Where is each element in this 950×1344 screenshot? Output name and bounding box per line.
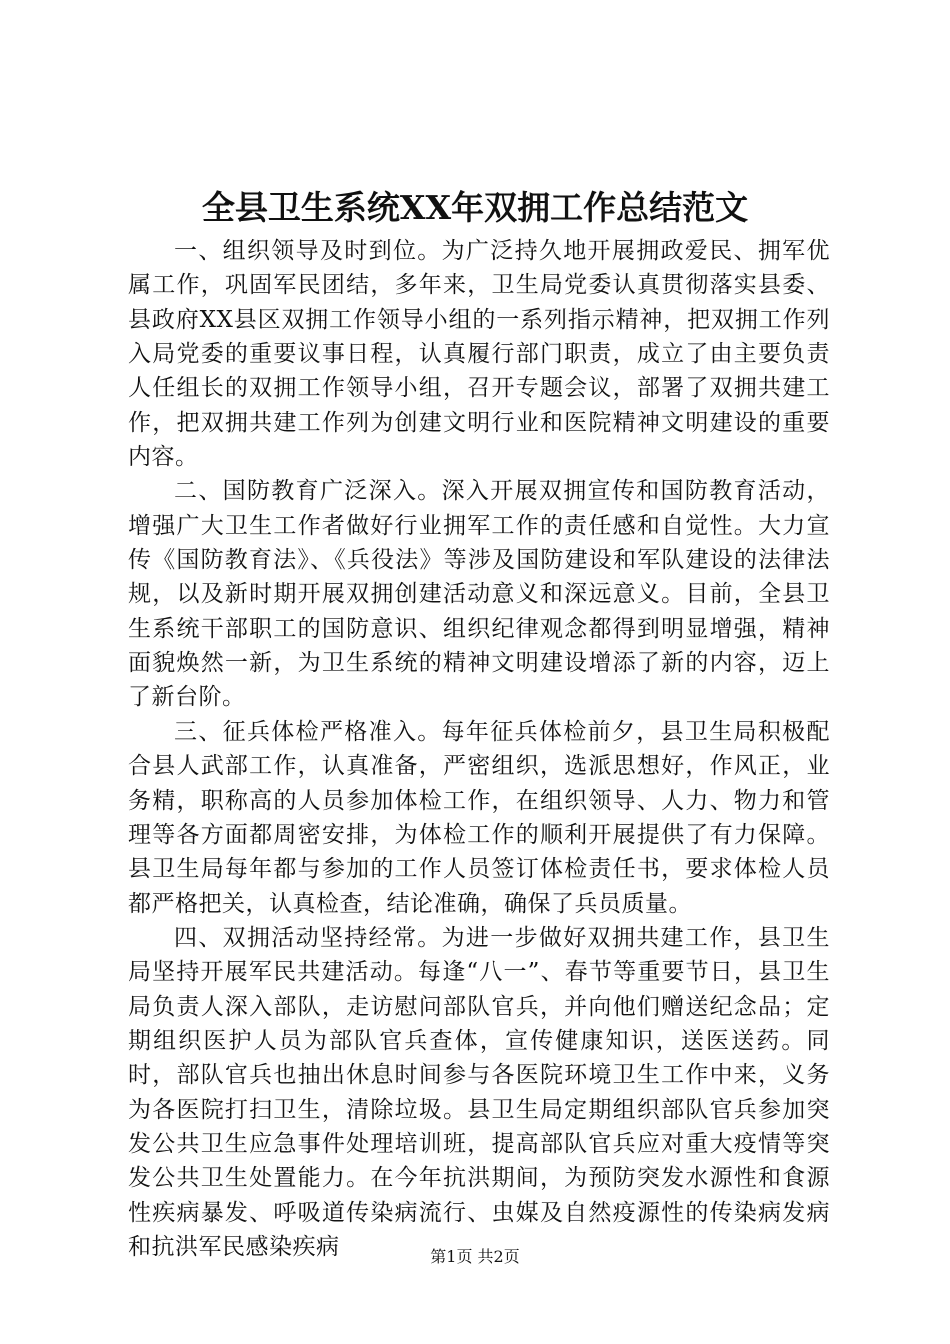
- document-body: [128, 234, 830, 1264]
- document-title: 全县卫生系统XX年双拥工作总结范文: [201, 188, 749, 227]
- paragraph-2: 二、国防教育广泛深入。深入开展双拥宣传和国防教育活动，增强广大卫生工作者做好行业拥军工作的责任感和自觉性。大力宣传《国防教育法》、《兵役法》等涉及国防建设和军队建设的法律法规，以及新时期开展双拥创建活动意义和深远意义。目前，全县卫生系统干部职工的国防意识、组织纪律观念都得到明显增强，精神面貌焕然一新，为卫生系统的精神文明建设增添了新的内容，迈上了新台阶。: [128, 478, 830, 711]
- page-number-footer: 第1页 共2页: [430, 1247, 520, 1266]
- paragraph-3: 三、征兵体检严格准入。每年征兵体检前夕，县卫生局积极配合县人武部工作，认真准备，严密组织，选派思想好，作风正，业务精，职称高的人员参加体检工作，在组织领导、人力、物力和管理等各方面都周密安排，为体检工作的顺利开展提供了有力保障。县卫生局每年都与参加的工作人员签订体检责任书，要求体检人员都严格把关，认真检查，结论准确，确保了兵员质量。: [128, 718, 830, 917]
- paragraph-4: 四、双拥活动坚持经常。为进一步做好双拥共建工作，县卫生局坚持开展军民共建活动。每逢“八一”、春节等重要节日，县卫生局负责人深入部队，走访慰问部队官兵，并向他们赠送纪念品；定期组织医护人员为部队官兵查体，宣传健康知识，送医送药。同时，部队官兵也抽出休息时间参与各医院环境卫生工作中来，义务为各医院打扫卫生，清除垃圾。县卫生局定期组织部队官兵参加突发公共卫生应急事件处理培训班，提高部队官兵应对重大疫情等突发公共卫生处置能力。在今年抗洪期间，为预防突发水源性和食源性疾病暴发、呼吸道传染病流行、虫媒及自然疫源性的传染病发病和抗洪军民感染疾病: [128, 924, 830, 1260]
- paragraph-1: 一、组织领导及时到位。为广泛持久地开展拥政爱民、拥军优属工作，巩固军民团结，多年来，卫生局党委认真贯彻落实县委、县政府XX县区双拥工作领导小组的一系列指示精神，把双拥工作列入局党委的重要议事日程，认真履行部门职责，成立了由主要负责人任组长的双拥工作领导小组，召开专题会议，部署了双拥共建工作，把双拥共建工作列为创建文明行业和医院精神文明建设的重要内容。: [128, 238, 830, 471]
